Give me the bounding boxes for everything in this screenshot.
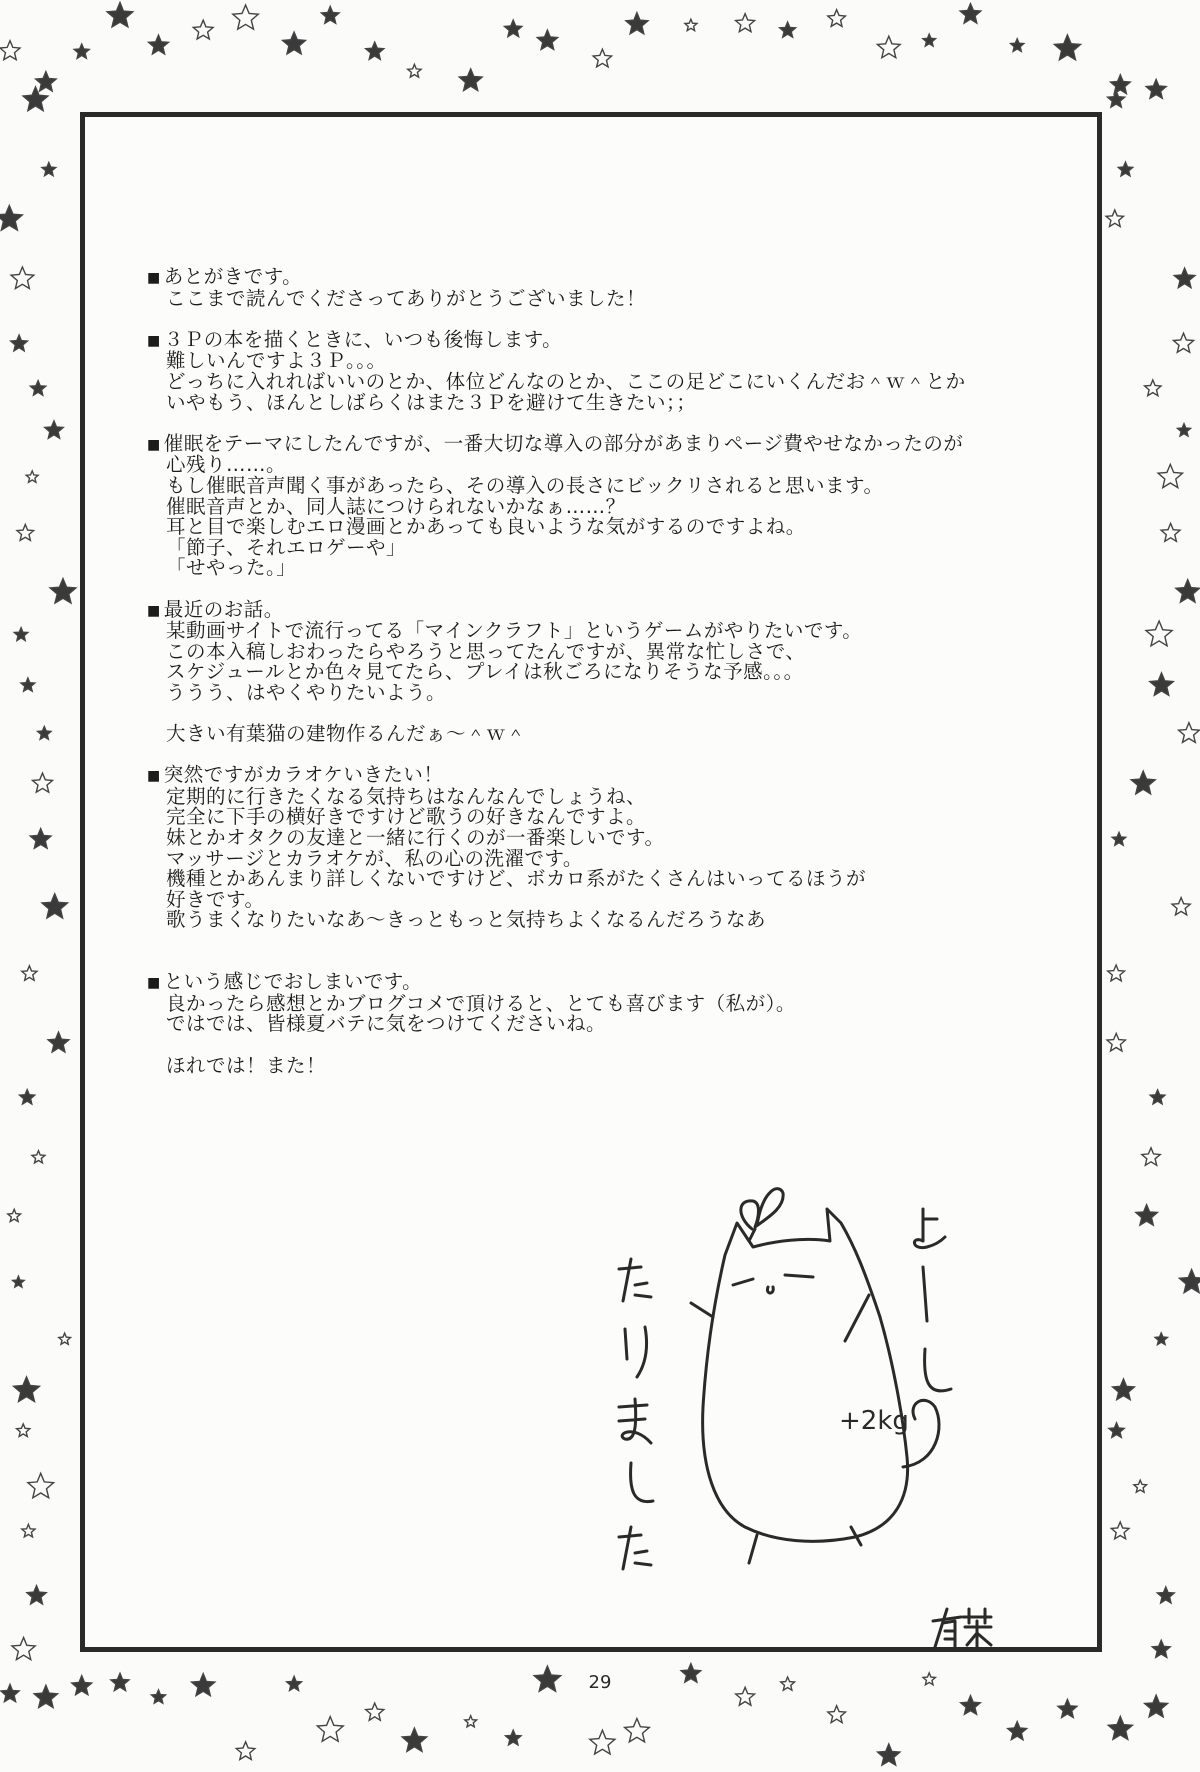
star-icon	[8, 1209, 21, 1221]
ribbon-icon	[741, 1189, 783, 1241]
afterword-section	[147, 972, 1067, 1076]
text-line: 某動画サイトで流行ってる「マインクラフト」というゲームがやりたいです。	[166, 619, 863, 643]
text-line: 定期的に行きたくなる気持ちはなんなんでしょうね、	[166, 784, 647, 808]
star-icon	[1146, 79, 1166, 98]
star-icon	[30, 829, 51, 849]
text-line: 催眠音声とか、同人誌につけられないかなぁ……？	[166, 494, 626, 518]
star-icon	[193, 20, 213, 39]
star-icon	[1107, 1033, 1125, 1051]
star-icon	[506, 1730, 522, 1745]
star-icon	[23, 87, 48, 111]
star-icon	[877, 36, 900, 58]
star-icon	[107, 3, 133, 27]
star-icon	[1136, 1205, 1158, 1226]
star-icon	[1145, 380, 1161, 396]
cat-arm-left	[691, 1303, 713, 1317]
star-icon	[960, 4, 981, 24]
star-icon	[283, 32, 306, 54]
star-icon	[1179, 723, 1200, 743]
text-line: スケジュールとか色々見てたら、プレイは秋ごろになりそうな予感。。。	[166, 660, 804, 684]
text-line: 完全に下手の横好きですけど歌うの好きなんですよ。	[166, 805, 647, 829]
star-icon	[1176, 580, 1200, 603]
star-icon	[22, 966, 37, 981]
star-icon	[923, 34, 936, 46]
star-icon	[408, 64, 421, 77]
text-line: 耳と目で楽しむエロ漫画とかあっても良いような気がするのですよね。	[166, 515, 806, 539]
text-line: 「せやった。」	[166, 556, 297, 580]
star-icon	[233, 5, 258, 29]
star-icon	[1113, 1379, 1135, 1400]
text-line: この本入稿しおわったらやろうと思ってたんですが、異常な忙しさで、	[166, 639, 806, 663]
star-icon	[36, 72, 56, 91]
star-icon	[459, 69, 482, 91]
afterword-section	[147, 431, 1067, 580]
star-icon	[1174, 268, 1195, 288]
star-icon	[38, 727, 51, 740]
star-icon	[45, 421, 63, 438]
text-line: ■ 突然ですがカラオケいきたい！	[147, 765, 1067, 787]
star-icon	[74, 44, 89, 58]
star-icon	[1054, 35, 1080, 60]
signature-icon	[933, 1609, 991, 1647]
star-icon	[12, 1638, 35, 1660]
star-icon	[1150, 1090, 1165, 1104]
text-line: ■ 催眠をテーマにしたんですが、一番大切な導入の部分があまりページ費やせなかったのが	[147, 434, 1067, 456]
star-icon	[14, 1377, 40, 1402]
page-number: 29	[588, 1672, 612, 1693]
star-icon	[59, 1333, 71, 1344]
text-line: 良かったら感想とかブログコメで頂けると、とても喜びます（私が）。	[166, 991, 796, 1015]
star-icon	[366, 1703, 384, 1720]
cat-eye-right	[785, 1275, 813, 1277]
text-line: いやもう、ほんとしばらくはまた３Ｐを避けて生きたい；；	[166, 390, 697, 414]
star-icon	[878, 1744, 900, 1765]
blank-line	[147, 703, 1067, 724]
star-icon	[33, 773, 53, 792]
star-icon	[590, 1730, 615, 1754]
star-icon	[1146, 621, 1172, 646]
star-icon	[1142, 1148, 1160, 1166]
afterword-section	[147, 327, 1067, 414]
star-icon	[593, 49, 612, 67]
star-icon	[0, 206, 22, 231]
star-icon	[685, 19, 697, 30]
star-icon	[236, 1742, 255, 1760]
text-line: マッサージとカラオケが、私の心の洗濯です。	[166, 846, 583, 870]
star-icon	[1011, 39, 1024, 52]
star-icon	[1152, 1640, 1170, 1657]
star-icon	[1134, 1480, 1147, 1492]
text-line: ■ という感じでおしまいです。	[147, 972, 1067, 994]
star-icon	[21, 678, 35, 691]
star-icon	[50, 579, 76, 604]
star-icon	[11, 267, 34, 289]
star-icon	[1112, 832, 1126, 845]
star-icon	[32, 1151, 45, 1163]
star-icon	[1157, 1587, 1174, 1603]
text-line: 大きい有葉猫の建物作るんだぁ～＾ｗ＾	[166, 722, 527, 746]
star-icon	[28, 1473, 54, 1498]
cat-arm-right	[845, 1295, 869, 1341]
afterword-section	[147, 765, 1067, 931]
star-icon	[1161, 523, 1180, 541]
cat-mouth	[767, 1287, 773, 1293]
afterword-section	[147, 597, 1067, 746]
star-icon	[30, 381, 45, 396]
star-icon	[626, 13, 648, 34]
text-line: もし催眠音声聞く事があったら、その導入の長さにビックリされると思います。	[166, 473, 884, 497]
star-icon	[42, 894, 68, 918]
star-icon	[42, 163, 56, 176]
text-line: 難しいんですよ３Ｐ。。。	[166, 349, 387, 373]
text-line: ■ ３Ｐの本を描くときに、いつも後悔します。	[147, 330, 1067, 352]
star-icon	[1158, 464, 1182, 487]
afterword-frame	[80, 112, 1102, 1652]
star-icon	[1145, 1695, 1168, 1717]
text-line: 歌うまくなりたいなあ～きっともっと気持ちよくなるんだろうなあ	[166, 908, 767, 932]
text-line: 心残り……。	[166, 453, 287, 477]
star-icon	[828, 10, 846, 27]
handwritten-vertical-text-left	[619, 1259, 653, 1569]
star-icon	[402, 1728, 427, 1751]
star-icon	[1008, 1722, 1027, 1740]
star-icon	[1109, 1423, 1124, 1438]
star-icon	[0, 41, 20, 60]
afterword-text	[147, 267, 1067, 1097]
text-line: 機種とかあんまり詳しくないですけど、ボカロ系がたくさんはいってるほうが	[166, 867, 867, 891]
text-line: 「節子、それエロゲーや」	[166, 535, 407, 559]
text-line: ここまで読んでくださってありがとうございました！	[166, 286, 647, 310]
star-icon	[1108, 965, 1125, 981]
cat-eye-left	[733, 1279, 753, 1285]
cat-leg-left	[749, 1535, 757, 1563]
text-line: どっちに入れればいいのとか、体位どんなのとか、ここの足どこにいくんだお＾ｗ＾とか	[166, 369, 966, 393]
star-icon	[1106, 210, 1123, 227]
star-icon	[1150, 673, 1174, 695]
star-icon	[366, 42, 384, 59]
star-icon	[321, 7, 339, 24]
star-icon	[1058, 1699, 1077, 1717]
handwritten-vertical-text-right	[914, 1209, 951, 1391]
star-icon	[14, 628, 27, 641]
text-line: ■ 最近のお話。	[147, 600, 1067, 622]
text-line: ううう、はやくやりたいよう。	[166, 680, 447, 704]
text-line: 妹とかオタクの友達と一緒に行くのが一番楽しいです。	[166, 826, 665, 850]
star-icon	[1178, 424, 1191, 436]
star-icon	[1108, 1717, 1132, 1740]
star-icon	[537, 30, 557, 49]
star-icon	[48, 1032, 69, 1052]
cat-body-outline	[703, 1209, 908, 1541]
star-icon	[11, 335, 28, 351]
star-icon	[736, 14, 755, 32]
star-icon	[1179, 1270, 1200, 1293]
star-icon	[505, 20, 522, 36]
star-icon	[1155, 1333, 1167, 1345]
blank-line	[147, 952, 1067, 973]
star-icon	[1111, 1522, 1129, 1539]
star-icon	[828, 1706, 846, 1723]
star-icon	[1118, 162, 1132, 176]
star-icon	[26, 471, 38, 482]
star-icon	[1111, 75, 1131, 94]
weight-label: +2kg	[839, 1406, 909, 1436]
blank-line	[147, 1035, 1067, 1056]
star-icon	[465, 1716, 477, 1727]
star-icon	[961, 1696, 981, 1715]
star-icon	[317, 1717, 343, 1742]
star-icon	[20, 1090, 35, 1104]
afterword-section	[147, 267, 1067, 309]
cat-leg-right	[851, 1527, 861, 1545]
text-line: 好きです。	[166, 887, 265, 911]
star-icon	[1174, 333, 1194, 352]
star-icon	[1172, 898, 1190, 915]
text-line: ほれでは！また！	[166, 1053, 327, 1077]
cat-tail	[903, 1400, 939, 1467]
star-icon	[1131, 771, 1155, 794]
star-icon	[149, 35, 169, 54]
star-icon	[17, 525, 34, 541]
star-icon	[625, 1719, 650, 1742]
star-icon	[27, 1586, 46, 1604]
star-icon	[780, 22, 796, 37]
text-line: ■ あとがきです。	[147, 267, 1067, 289]
star-icon	[17, 1424, 30, 1437]
text-line: ではでは、皆様夏バテに気をつけてくださいね。	[166, 1012, 607, 1036]
star-icon	[1108, 91, 1125, 107]
star-icon	[13, 1276, 25, 1287]
star-icon	[22, 1524, 35, 1537]
